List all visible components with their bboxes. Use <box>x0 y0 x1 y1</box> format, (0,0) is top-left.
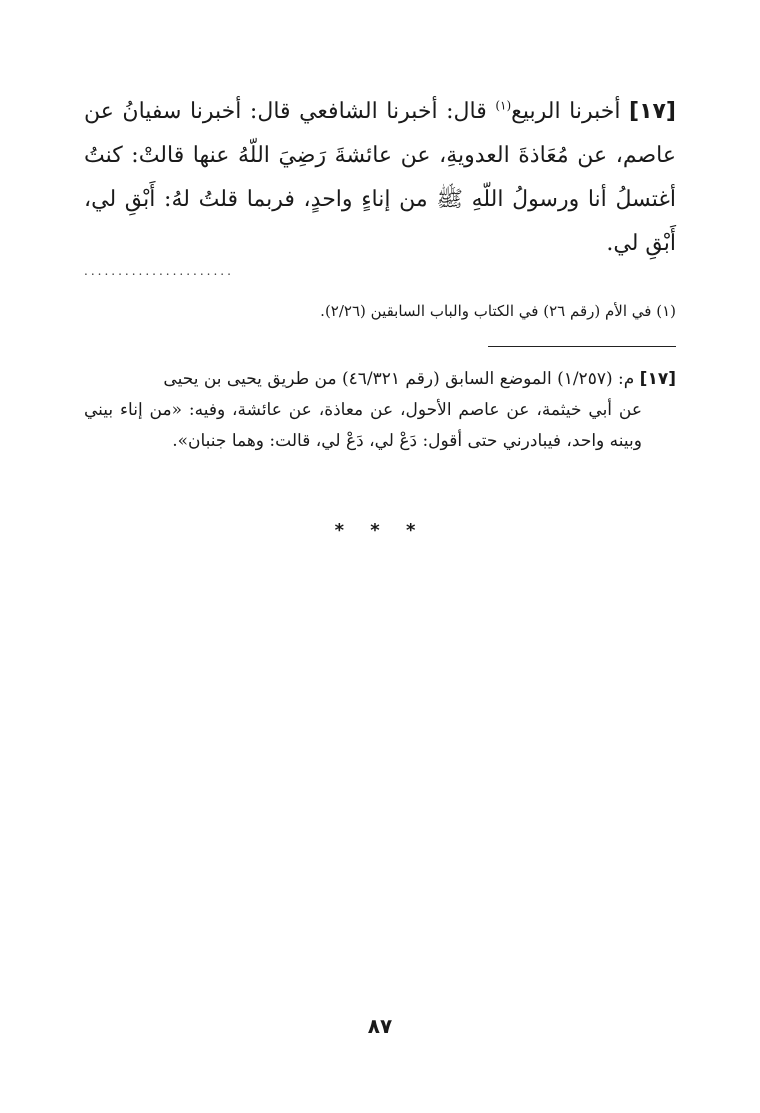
commentary-number: [١٧] <box>639 369 676 389</box>
footnote-reference[interactable]: (١) <box>495 98 512 113</box>
section-end-stars: * * * <box>334 520 426 541</box>
commentary-paragraph <box>84 364 676 457</box>
hadith-number: [١٧] <box>629 99 676 124</box>
commentary-body: عن أبي خيثمة، عن عاصم الأحول، عن معاذة، عن عائشة، وفيه: «من إناء بيني وبينه واحد، فيبادرني حتى أقول: دَعْ لي، دَعْ لي، قالت: وهما جنبان». <box>84 400 642 451</box>
footnote-text: (١) في الأم (رقم ٢٦) في الكتاب والباب السابقين (٢/٢٦). <box>320 302 676 320</box>
commentary-first-line: م: (١/٢٥٧) الموضع السابق (رقم ٤٦/٣٢١) من طريق يحيى بن يحيى <box>163 369 640 389</box>
hadith-text-body: قال: أخبرنا الشافعي قال: أخبرنا سفيانُ عن عاصم، عن مُعَاذةَ العدويةِ، عن عائشةَ رَضِيَ اللّهُ عنها قالتْ: كنتُ أغتسلُ أنا ورسولُ اللّهِ ﷺ من إناءٍ واحدٍ، فربما قلتُ لهُ: أَبْقِ لي، أَبْقِ لي. <box>84 99 676 256</box>
hadith-paragraph <box>84 90 676 266</box>
hadith-text-intro: أخبرنا الربيع <box>511 99 629 124</box>
page-number: ٨٧ <box>367 1014 393 1038</box>
commentary-divider <box>488 346 676 347</box>
footnote-separator-dots: ...................... <box>84 264 234 278</box>
